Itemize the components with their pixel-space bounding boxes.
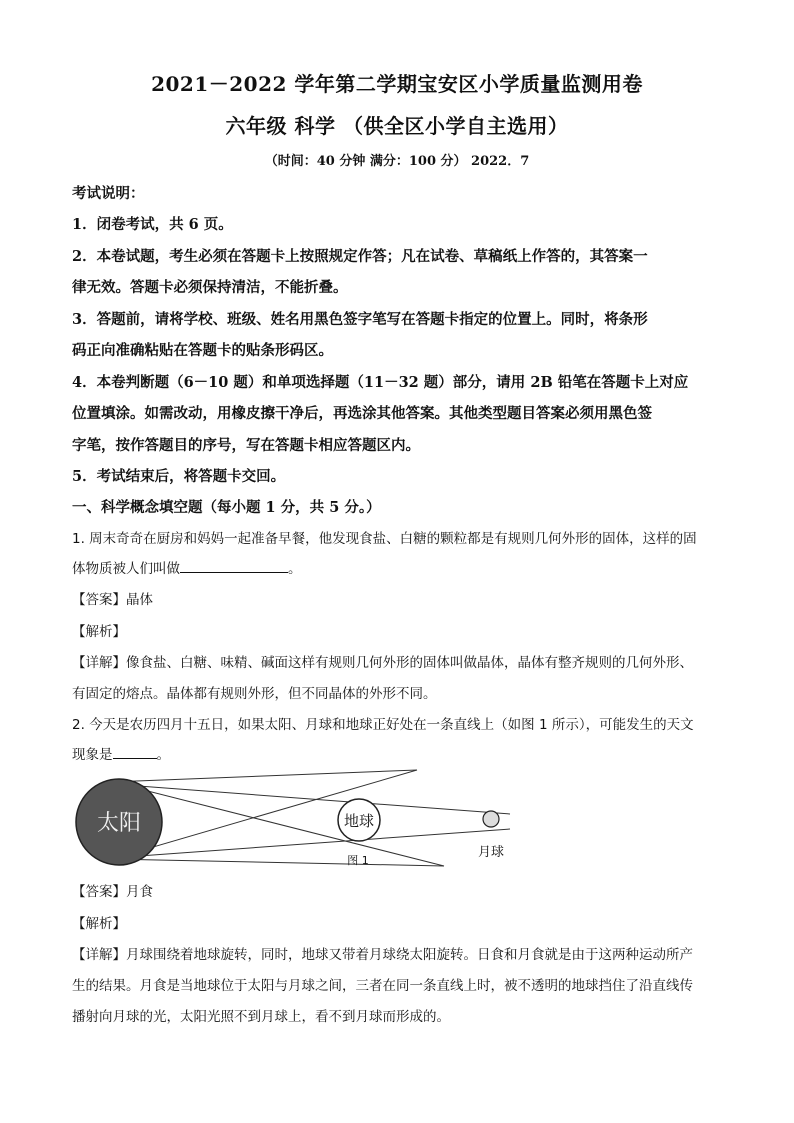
question-2-detail-cont: 生的结果。月食是当地球位于太阳与月球之间，三者在同一条直线上时，被不透明的地球挡住了沿直线传 [72,978,693,994]
detail-tag: 【详解】 [72,655,126,671]
answer-tag: 【答案】 [72,592,126,608]
answer-value: 月食 [126,884,153,900]
analysis-tag: 【解析】 [72,624,126,640]
figure-caption: 图 1 [347,854,369,867]
question-1-detail-cont: 有固定的熔点。晶体都有规则外形，但不同晶体的外形不同。 [72,686,437,702]
question-2-text: 2. 今天是农历四月十五日，如果太阳、月球和地球正好处在一条直线上（如图 1 所示），可能发生的天文 [72,717,694,733]
instruction-line: 位置填涂。如需改动，用橡皮擦干净后，再选涂其他答案。其他类型题目答案必须用黑色签 [72,405,652,422]
question-1-line2: 体物质被人们叫做 [72,561,180,577]
detail-text: 月球围绕着地球旋转，同时，地球又带着月球绕太阳旋转。日食和月食就是由于这两种运动所产 [126,947,693,963]
instruction-line: 律无效。答题卡必须保持清洁，不能折叠。 [72,279,348,296]
question-1-text: 1. 周末奇奇在厨房和妈妈一起准备早餐，他发现食盐、白糖的颗粒都是有规则几何外形的固体，这样的固 [72,531,697,547]
exam-title: 2021－2022 学年第二学期宝安区小学质量监测用卷 [151,72,643,96]
instructions-heading: 考试说明： [72,185,145,202]
question-2-end: 。 [156,747,170,763]
figure-1-eclipse-diagram [72,764,522,872]
answer-blank [180,560,288,573]
instruction-line: 4．本卷判断题（6－10 题）和单项选择题（11－32 题）部分，请用 2B 铅笔在答题卡上对应 [72,374,689,391]
question-2-detail-cont: 播射向月球的光，太阳光照不到月球上，看不到月球而形成的。 [72,1009,450,1025]
moon-label: 月球 [477,845,505,860]
earth-label: 地球 [343,812,375,830]
instruction-line: 码正向准确粘贴在答题卡的贴条形码区。 [72,342,333,359]
question-1-text-cont [72,557,722,577]
instruction-line: 字笔，按作答题目的序号，写在答题卡相应答题区内。 [72,437,420,454]
answer-value: 晶体 [126,592,153,608]
moon-circle [483,811,499,827]
analysis-tag: 【解析】 [72,916,126,932]
exam-subtitle: 六年级 科学 （供全区小学自主选用） [225,114,569,138]
answer-blank [113,746,157,759]
detail-text: 像食盐、白糖、味精、碱面这样有规则几何外形的固体叫做晶体，晶体有整齐规则的几何外形、 [126,655,693,671]
question-1-detail [72,651,722,671]
answer-tag: 【答案】 [72,884,126,900]
question-2-answer [72,880,722,900]
sun-label: 太阳 [96,811,142,836]
question-2-text-cont [72,743,722,763]
instruction-line: 2．本卷试题，考生必须在答题卡上按照规定作答；凡在试卷、草稿纸上作答的，其答案一 [72,248,648,265]
section-heading: 一、科学概念填空题（每小题 1 分，共 5 分。） [72,499,381,516]
instruction-line: 3．答题前，请将学校、班级、姓名用黑色签字笔写在答题卡指定的位置上。同时，将条形 [72,311,648,328]
instruction-line: 5．考试结束后，将答题卡交回。 [72,468,286,485]
instruction-line: 1．闭卷考试，共 6 页。 [72,216,233,233]
exam-meta: （时间：40 分钟 满分：100 分） 2022．7 [264,154,530,169]
question-1-end: 。 [288,561,302,577]
question-2-line2: 现象是 [72,747,113,763]
question-1-answer [72,588,722,608]
detail-tag: 【详解】 [72,947,126,963]
question-2-detail [72,943,722,963]
